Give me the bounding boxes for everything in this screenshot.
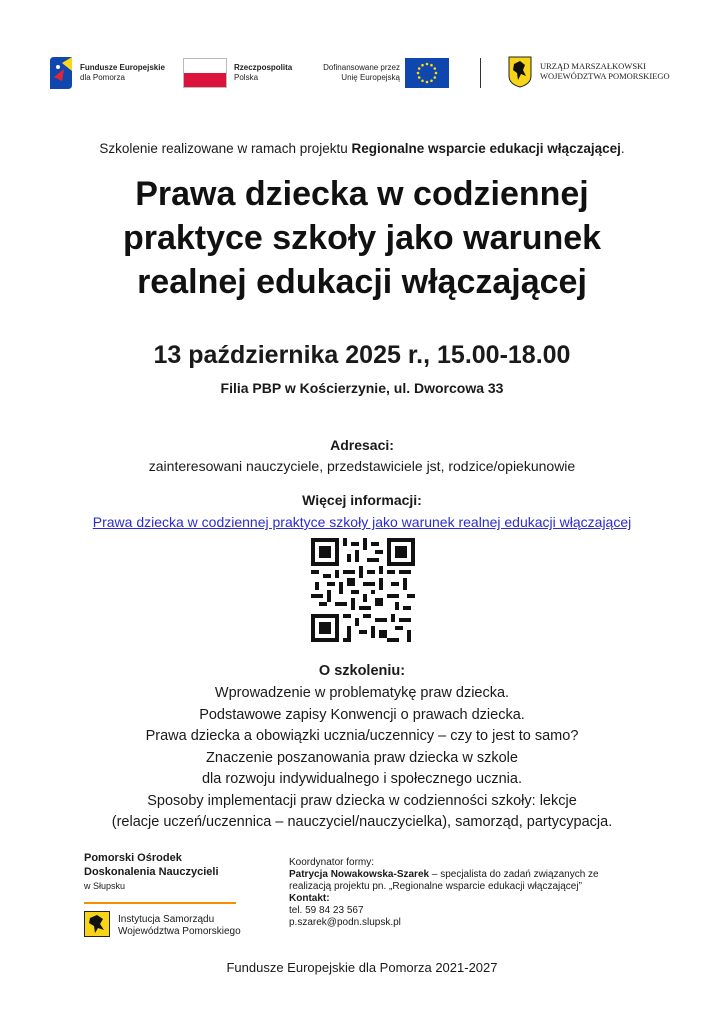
title-line-2: praktyce szkoły jako warunek bbox=[122, 219, 602, 257]
adresaci-heading: Adresaci: bbox=[330, 437, 394, 453]
ue-logo-line1: Dofinansowane przez bbox=[323, 63, 400, 72]
rp-logo-line2: Polska bbox=[234, 73, 259, 82]
about-heading: O szkoleniu: bbox=[318, 663, 406, 679]
ue-logo-line2: Unię Europejską bbox=[341, 73, 400, 82]
about-line: Sposoby implementacji praw dziecka w codzienności szkoły: lekcje bbox=[147, 792, 577, 809]
fe-logo bbox=[48, 55, 168, 91]
about-line: Wprowadzenie w problematykę praw dziecka. bbox=[214, 685, 510, 701]
eu-flag-icon bbox=[405, 58, 449, 88]
contact-email[interactable]: p.szarek@podn.slupsk.pl bbox=[289, 917, 401, 928]
about-line: Znaczenie poszanowania praw dziecka w szkole bbox=[206, 749, 518, 766]
logo-divider bbox=[480, 58, 481, 88]
qr-code-icon[interactable] bbox=[311, 538, 415, 642]
coordinator-label: Koordynator formy: bbox=[289, 857, 375, 868]
griffin-crest-icon bbox=[508, 56, 532, 88]
podn-inst-line2: Województwa Pomorskiego bbox=[118, 926, 241, 937]
about-line: Podstawowe zapisy Konwencji o prawach dziecka. bbox=[199, 706, 525, 723]
coordinator-block bbox=[289, 857, 669, 929]
um-logo-line2: WOJEWÓDZTWA POMORSKIEGO bbox=[540, 71, 670, 81]
more-info-link[interactable]: Prawa dziecka w codziennej praktyce szkoły jako warunek realnej edukacji włączającej bbox=[92, 514, 632, 530]
rp-logo-line1: Rzeczpospolita bbox=[234, 63, 293, 72]
coordinator-name: Patrycja Nowakowska-Szarek bbox=[289, 869, 430, 880]
about-line: dla rozwoju indywidualnego i społecznego ucznia. bbox=[201, 771, 522, 787]
footer-text: Fundusze Europejskie dla Pomorza 2021-2027 bbox=[226, 960, 498, 975]
podn-logo bbox=[84, 851, 254, 893]
event-place: Filia PBP w Kościerzynie, ul. Dworcowa 33 bbox=[220, 380, 504, 396]
contact-label: Kontakt: bbox=[289, 893, 330, 904]
fe-logo-line2: dla Pomorza bbox=[80, 73, 125, 82]
intro-project-name: Regionalne wsparcie edukacji włączającej bbox=[351, 141, 621, 156]
more-info-heading: Więcej informacji: bbox=[302, 492, 422, 508]
about-line: Prawa dziecka a obowiązki ucznia/uczennicy – czy to jest to samo? bbox=[145, 728, 579, 744]
podn-divider bbox=[84, 902, 236, 904]
title-line-3: realnej edukacji włączającej bbox=[137, 263, 587, 301]
coordinator-desc1: – specjalista do zadań związanych ze bbox=[429, 869, 599, 880]
podn-line1: Pomorski Ośrodek bbox=[84, 852, 182, 864]
page-title bbox=[0, 172, 724, 304]
podn-inst-line1: Instytucja Samorządu bbox=[118, 914, 215, 925]
adresaci-text: zainteresowani nauczyciele, przedstawiciele jst, rodzice/opiekunowie bbox=[148, 458, 576, 474]
intro-prefix: Szkolenie realizowane w ramach projektu bbox=[99, 141, 352, 156]
about-line: (relacje uczeń/uczennica – nauczyciel/nauczycielka), samorząd, partycypacja. bbox=[111, 814, 613, 830]
fe-logo-icon bbox=[48, 55, 74, 91]
podn-line2: Doskonalenia Nauczycieli bbox=[84, 866, 219, 878]
um-logo-line1: URZĄD MARSZAŁKOWSKI bbox=[540, 61, 647, 71]
um-logo bbox=[508, 56, 683, 90]
about-list bbox=[0, 683, 724, 834]
intro-suffix: . bbox=[620, 141, 625, 156]
contact-phone: tel. 59 84 23 567 bbox=[289, 905, 364, 916]
title-line-1: Prawa dziecka w codziennej bbox=[135, 175, 589, 213]
coordinator-desc2: realizacją projektu pn. „Regionalne wsparcie edukacji włączającej” bbox=[289, 881, 582, 892]
griffin-crest-icon bbox=[84, 911, 110, 937]
poland-flag-icon bbox=[183, 58, 227, 88]
fe-logo-line1: Fundusze Europejskie bbox=[80, 63, 165, 72]
podn-line3: w Słupsku bbox=[84, 881, 126, 891]
intro-text bbox=[0, 141, 724, 156]
event-date: 13 października 2025 r., 15.00-18.00 bbox=[153, 341, 571, 369]
